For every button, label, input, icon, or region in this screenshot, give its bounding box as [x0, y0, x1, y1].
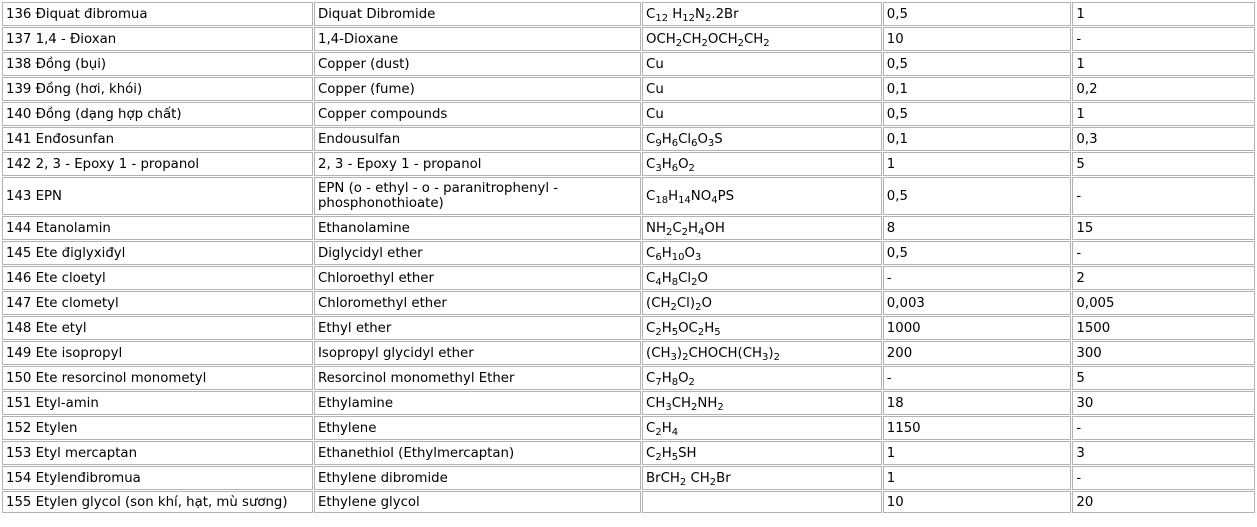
table-row [2, 266, 1255, 290]
formula-subscript: 2 [695, 301, 702, 313]
formula-subscript: 5 [671, 326, 679, 338]
twa-limit-cell: 0,1 [883, 127, 1072, 151]
stel-limit-cell: 30 [1072, 391, 1255, 415]
formula-part: BrCH [646, 470, 680, 486]
twa-limit-cell: 0,5 [883, 177, 1072, 215]
table-row [2, 216, 1255, 240]
stel-limit-cell: 1 [1072, 102, 1255, 126]
table-row [2, 416, 1255, 440]
stel-limit-cell: 15 [1072, 216, 1255, 240]
formula-cell [642, 177, 882, 215]
stel-limit-cell: - [1072, 177, 1255, 215]
formula-cell [642, 291, 882, 315]
twa-limit-cell: 1000 [883, 316, 1072, 340]
formula-cell [642, 152, 882, 176]
formula-cell [642, 491, 882, 513]
formula-subscript: 2 [679, 476, 687, 488]
formula-part: OCH [707, 31, 738, 47]
formula-part: CH [671, 395, 691, 411]
formula-part: Cl [678, 270, 692, 286]
formula-part: C [646, 188, 656, 204]
table-row [2, 316, 1255, 340]
twa-limit-cell: 200 [883, 341, 1072, 365]
formula-part: CH [743, 31, 764, 47]
formula-cell [642, 266, 882, 290]
formula-part: OC [678, 320, 698, 336]
table-row [2, 391, 1255, 415]
english-name-cell: Ethylene glycol [314, 491, 641, 513]
vietnamese-name-cell: 155 Etylen glycol (son khí, hạt, mù sương) [2, 491, 313, 513]
formula-cell [642, 341, 882, 365]
formula-subscript: 14 [678, 194, 691, 206]
formula-part: (CH [646, 295, 671, 311]
formula-subscript: 8 [671, 276, 679, 288]
formula-part: Cl [678, 131, 692, 147]
formula-part: (CH [646, 345, 671, 361]
formula-cell [642, 52, 882, 76]
formula-part: NH [697, 395, 718, 411]
formula-subscript: 3 [665, 401, 672, 413]
formula-part: C [646, 6, 656, 22]
formula-part: CH [686, 470, 710, 486]
chemical-exposure-table [1, 1, 1256, 514]
twa-limit-cell: 1150 [883, 416, 1072, 440]
vietnamese-name-cell: 154 Etylenđibromua [2, 466, 313, 490]
formula-cell [642, 466, 882, 490]
english-name-cell: Chloroethyl ether [314, 266, 641, 290]
formula-cell [642, 27, 882, 51]
english-name-cell: Ethanolamine [314, 216, 641, 240]
vietnamese-name-cell: 145 Ete điglyxiđyl [2, 241, 313, 265]
formula-cell [642, 127, 882, 151]
formula-subscript: 2 [655, 426, 662, 438]
twa-limit-cell: 18 [883, 391, 1072, 415]
formula-subscript: 3 [761, 351, 769, 363]
formula-part: C [646, 245, 656, 261]
stel-limit-cell: - [1072, 466, 1255, 490]
formula-subscript: 2 [691, 401, 698, 413]
formula-subscript: 6 [671, 137, 679, 149]
formula-subscript: 2 [655, 451, 662, 463]
english-name-cell: Endousulfan [314, 127, 641, 151]
formula-cell [642, 77, 882, 101]
formula-part: PS [717, 188, 735, 204]
formula-cell [642, 216, 882, 240]
formula-subscript: 3 [707, 137, 715, 149]
formula-subscript: 9 [655, 137, 662, 149]
formula-part: C [646, 370, 656, 386]
table-row [2, 2, 1255, 26]
formula-part: Br [716, 470, 731, 486]
formula-part: SH [678, 445, 697, 461]
formula-part: H [668, 6, 683, 22]
vietnamese-name-cell: 143 EPN [2, 177, 313, 215]
stel-limit-cell: 5 [1072, 152, 1255, 176]
english-name-cell: EPN (o - ethyl - o - paranitrophenyl - phosphonothioate) [314, 177, 641, 215]
formula-part: C [646, 320, 656, 336]
formula-part: C [646, 420, 656, 436]
english-name-cell: Diglycidyl ether [314, 241, 641, 265]
formula-part: H [661, 370, 672, 386]
formula-part: C [646, 131, 656, 147]
formula-subscript: 4 [711, 194, 718, 206]
table-row [2, 77, 1255, 101]
table-row [2, 441, 1255, 465]
formula-part: N [695, 6, 705, 22]
english-name-cell: Resorcinol monomethyl Ether [314, 366, 641, 390]
formula-cell [642, 316, 882, 340]
formula-part: Cl) [676, 295, 696, 311]
formula-subscript: 18 [655, 194, 669, 206]
stel-limit-cell: 0,005 [1072, 291, 1255, 315]
formula-part: O [678, 156, 689, 172]
formula-part: OCH [646, 31, 676, 47]
formula-subscript: 4 [655, 276, 662, 288]
formula-subscript: 8 [671, 376, 679, 388]
table-row [2, 52, 1255, 76]
twa-limit-cell: 1 [883, 441, 1072, 465]
formula-part: C [646, 156, 656, 172]
formula-part: Cu [646, 56, 664, 72]
stel-limit-cell: - [1072, 27, 1255, 51]
english-name-cell: Ethanethiol (Ethylmercaptan) [314, 441, 641, 465]
formula-part: CH [682, 31, 702, 47]
formula-part: NO [690, 188, 712, 204]
vietnamese-name-cell: 150 Ete resorcinol monometyl [2, 366, 313, 390]
english-name-cell: 2, 3 - Epoxy 1 - propanol [314, 152, 641, 176]
table-row [2, 366, 1255, 390]
stel-limit-cell: 300 [1072, 341, 1255, 365]
formula-subscript: 2 [704, 12, 712, 24]
formula-cell [642, 241, 882, 265]
table-row [2, 491, 1255, 513]
table-body [2, 2, 1255, 513]
vietnamese-name-cell: 152 Etylen [2, 416, 313, 440]
stel-limit-cell: 1500 [1072, 316, 1255, 340]
vietnamese-name-cell: 147 Ete clometyl [2, 291, 313, 315]
formula-part: H [661, 420, 672, 436]
formula-part: Cu [646, 106, 664, 122]
formula-subscript: 2 [681, 226, 689, 238]
vietnamese-name-cell: 151 Etyl-amin [2, 391, 313, 415]
formula-part: S [714, 131, 723, 147]
formula-part: O [684, 245, 695, 261]
formula-part: H [704, 320, 715, 336]
table-row [2, 27, 1255, 51]
vietnamese-name-cell: 140 Đồng (dạng hợp chất) [2, 102, 313, 126]
formula-part: O [678, 370, 689, 386]
formula-subscript: 2 [697, 326, 705, 338]
stel-limit-cell: 3 [1072, 441, 1255, 465]
twa-limit-cell: 0,1 [883, 77, 1072, 101]
formula-subscript: 2 [682, 351, 689, 363]
english-name-cell: Chloromethyl ether [314, 291, 641, 315]
formula-cell [642, 416, 882, 440]
vietnamese-name-cell: 138 Đồng (bụi) [2, 52, 313, 76]
table-row [2, 102, 1255, 126]
formula-subscript: 2 [655, 326, 662, 338]
formula-part: C [646, 270, 656, 286]
english-name-cell: Ethylene [314, 416, 641, 440]
vietnamese-name-cell: 144 Etanolamin [2, 216, 313, 240]
formula-part: C [646, 445, 656, 461]
formula-part: CHOCH(CH [688, 345, 762, 361]
twa-limit-cell: 0,5 [883, 241, 1072, 265]
formula-cell [642, 2, 882, 26]
english-name-cell: Diquat Dibromide [314, 2, 641, 26]
formula-subscript: 2 [737, 37, 744, 49]
formula-subscript: 2 [691, 276, 698, 288]
vietnamese-name-cell: 148 Ete etyl [2, 316, 313, 340]
twa-limit-cell: 0,5 [883, 52, 1072, 76]
formula-subscript: 2 [701, 37, 708, 49]
vietnamese-name-cell: 141 Enđosunfan [2, 127, 313, 151]
table-row [2, 127, 1255, 151]
stel-limit-cell: 1 [1072, 52, 1255, 76]
formula-part: H [668, 188, 679, 204]
stel-limit-cell: 1 [1072, 2, 1255, 26]
table-row [2, 291, 1255, 315]
vietnamese-name-cell: 146 Ete cloetyl [2, 266, 313, 290]
formula-part: OH [704, 220, 725, 236]
twa-limit-cell: 0,5 [883, 2, 1072, 26]
vietnamese-name-cell: 139 Đồng (hơi, khói) [2, 77, 313, 101]
formula-subscript: 5 [671, 451, 679, 463]
english-name-cell: Ethylene dibromide [314, 466, 641, 490]
formula-part: H [661, 245, 672, 261]
formula-subscript: 4 [671, 426, 679, 438]
twa-limit-cell: - [883, 266, 1072, 290]
stel-limit-cell: 5 [1072, 366, 1255, 390]
formula-subscript: 4 [698, 226, 705, 238]
formula-subscript: 7 [655, 376, 662, 388]
formula-subscript: 5 [714, 326, 721, 338]
formula-subscript: 2 [763, 37, 770, 49]
formula-part: ) [676, 345, 683, 361]
formula-part: O [697, 270, 708, 286]
stel-limit-cell: - [1072, 416, 1255, 440]
vietnamese-name-cell: 137 1,4 - Đioxan [2, 27, 313, 51]
formula-subscript: 2 [675, 37, 683, 49]
formula-part: O [697, 131, 708, 147]
vietnamese-name-cell: 149 Ete isopropyl [2, 341, 313, 365]
english-name-cell: Copper compounds [314, 102, 641, 126]
formula-subscript: 12 [655, 12, 669, 24]
formula-subscript: 10 [671, 251, 685, 263]
table-row [2, 177, 1255, 215]
table-row [2, 152, 1255, 176]
formula-part: .2Br [711, 6, 739, 22]
formula-part: C [672, 220, 682, 236]
stel-limit-cell: 0,3 [1072, 127, 1255, 151]
twa-limit-cell: 0,003 [883, 291, 1072, 315]
english-name-cell: Copper (fume) [314, 77, 641, 101]
formula-part: O [701, 295, 712, 311]
twa-limit-cell: 1 [883, 466, 1072, 490]
table-row [2, 241, 1255, 265]
formula-cell [642, 366, 882, 390]
english-name-cell: Isopropyl glycidyl ether [314, 341, 641, 365]
formula-part: H [688, 220, 699, 236]
twa-limit-cell: 0,5 [883, 102, 1072, 126]
formula-subscript: 2 [688, 376, 695, 388]
formula-subscript: 2 [670, 301, 677, 313]
formula-subscript: 2 [773, 351, 780, 363]
table-row [2, 341, 1255, 365]
formula-subscript: 2 [688, 162, 695, 174]
english-name-cell: Ethyl ether [314, 316, 641, 340]
formula-part: H [661, 270, 672, 286]
twa-limit-cell: 1 [883, 152, 1072, 176]
formula-subscript: 2 [709, 476, 717, 488]
twa-limit-cell: - [883, 366, 1072, 390]
formula-subscript: 2 [665, 226, 673, 238]
formula-part: CH [646, 395, 666, 411]
formula-cell [642, 102, 882, 126]
formula-subscript: 2 [717, 401, 724, 413]
english-name-cell: Copper (dust) [314, 52, 641, 76]
twa-limit-cell: 8 [883, 216, 1072, 240]
formula-subscript: 6 [691, 137, 698, 149]
stel-limit-cell: 2 [1072, 266, 1255, 290]
formula-subscript: 3 [694, 251, 702, 263]
formula-subscript: 3 [655, 162, 662, 174]
formula-subscript: 12 [682, 12, 696, 24]
vietnamese-name-cell: 142 2, 3 - Epoxy 1 - propanol [2, 152, 313, 176]
formula-part: NH [646, 220, 666, 236]
stel-limit-cell: 20 [1072, 491, 1255, 513]
twa-limit-cell: 10 [883, 491, 1072, 513]
formula-part: Cu [646, 81, 664, 97]
formula-part: H [661, 445, 672, 461]
vietnamese-name-cell: 153 Etyl mercaptan [2, 441, 313, 465]
english-name-cell: Ethylamine [314, 391, 641, 415]
formula-subscript: 6 [671, 162, 679, 174]
vietnamese-name-cell: 136 Điquat đibromua [2, 2, 313, 26]
stel-limit-cell: 0,2 [1072, 77, 1255, 101]
twa-limit-cell: 10 [883, 27, 1072, 51]
stel-limit-cell: - [1072, 241, 1255, 265]
formula-cell [642, 391, 882, 415]
formula-part: H [661, 131, 672, 147]
formula-part: ) [768, 345, 774, 361]
formula-part: H [661, 156, 672, 172]
table-row [2, 466, 1255, 490]
formula-subscript: 3 [670, 351, 677, 363]
formula-cell [642, 441, 882, 465]
english-name-cell: 1,4-Dioxane [314, 27, 641, 51]
formula-part: H [661, 320, 672, 336]
formula-subscript: 6 [655, 251, 662, 263]
